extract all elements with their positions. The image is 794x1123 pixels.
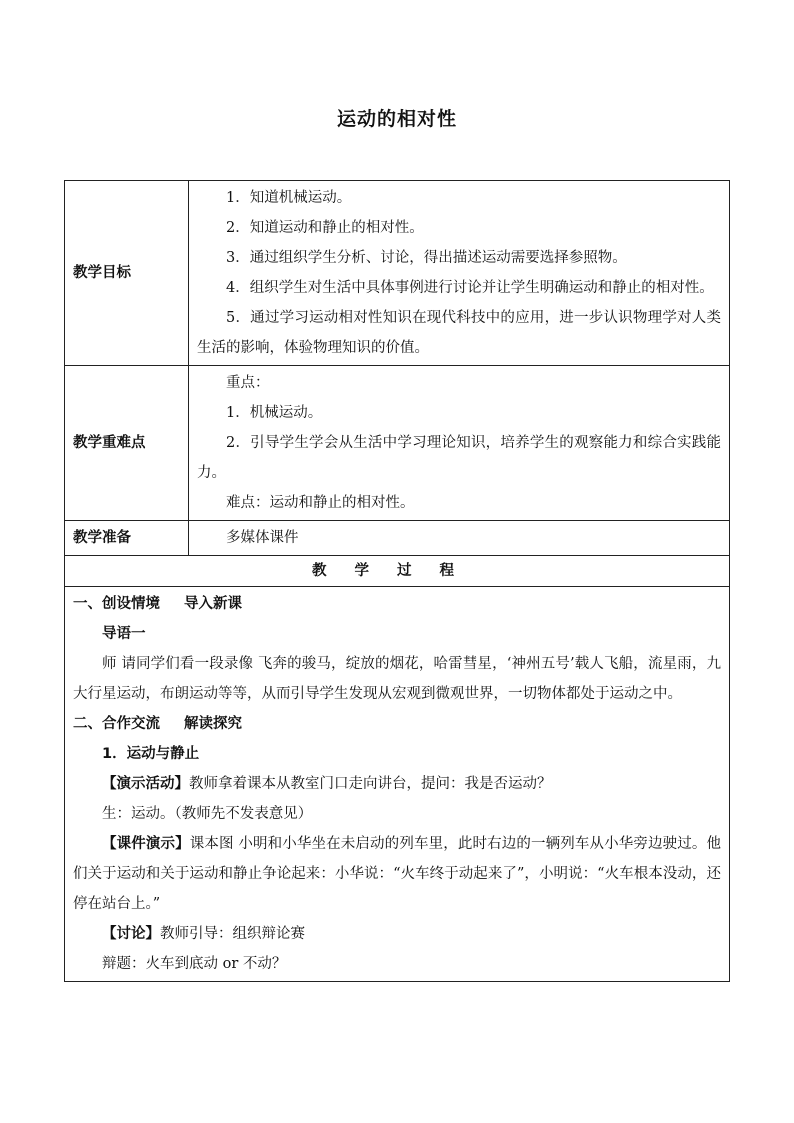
preparation-row [65,521,730,556]
process-header-row [65,556,730,587]
subsection-heading: 1．运动与静止 [102,746,200,762]
section-heading [73,589,721,619]
discussion-text: 教师引导：组织辩论赛 [160,926,305,942]
process-content [65,587,730,982]
objective-item: 3．通过组织学生分析、讨论，得出描述运动需要选择参照物。 [226,250,627,266]
objective-item: 1．知道机械运动。 [226,190,352,206]
debate-paragraph: 辩题：火车到底动 or 不动？ [102,956,287,972]
key-point-item: 1．机械运动。 [226,405,323,421]
courseware-tag: 【课件演示】 [102,836,190,852]
objectives-label: 教学目标 [65,181,189,366]
key-points-label: 教学重难点 [65,366,189,521]
preparation-value: 多媒体课件 [226,530,299,546]
demo-tag: 【演示活动】 [102,776,189,792]
section2-title-b: 解读探究 [184,716,242,732]
process-header: 教学过程 [65,556,730,587]
objective-item: 4．组织学生对生活中具体事例进行讨论并让学生明确运动和静止的相对性。 [226,280,714,296]
section-heading [73,709,721,739]
lead-in-heading: 导语一 [102,626,146,642]
key-points-row [65,366,730,521]
objectives-content [189,181,730,366]
discussion-tag: 【讨论】 [102,926,160,942]
courseware-paragraph [73,829,721,919]
courseware-text: 课本图 小明和小华坐在未启动的列车里，此时右边的一辆列车从小华旁边驶过。他们关于运动和关于运动和静止争论起来：小华说：“火车终于动起来了”，小明说：“火车根本没动，还停在站台上。” [73,836,722,912]
objective-item: 5．通过学习运动相对性知识在现代科技中的应用，进一步认识物理学对人类生活的影响，体验物理知识的价值。 [197,310,721,356]
demo-text: 教师拿着课本从教室门口走向讲台，提问：我是否运动？ [189,776,552,792]
section2-title-a: 二、合作交流 [73,716,160,732]
student-paragraph: 生：运动。（教师先不发表意见） [102,806,313,822]
page-title: 运动的相对性 [336,108,457,130]
discussion-paragraph [73,919,721,949]
lesson-plan-table [64,180,730,982]
preparation-content [189,521,730,556]
preparation-label: 教学准备 [65,521,189,556]
key-points-content [189,366,730,521]
difficulty-text: 难点：运动和静止的相对性。 [226,495,415,511]
demo-paragraph [73,769,721,799]
section1-title-a: 一、创设情境 [73,596,160,612]
section1-title-b: 导入新课 [184,596,242,612]
process-body-row [65,587,730,982]
objectives-row [65,181,730,366]
teacher-paragraph: 师 请同学们看一段录像 飞奔的骏马，绽放的烟花，哈雷彗星，‘神州五号’载人飞船，流星雨，九大行星运动，布朗运动等等，从而引导学生发现从宏观到微观世界，一切物体都处于运动之中。 [73,656,721,702]
key-point-item: 2．引导学生学会从生活中学习理论知识，培养学生的观察能力和综合实践能力。 [197,435,721,481]
objective-item: 2．知道运动和静止的相对性。 [226,220,424,236]
focus-heading: 重点： [226,375,270,391]
